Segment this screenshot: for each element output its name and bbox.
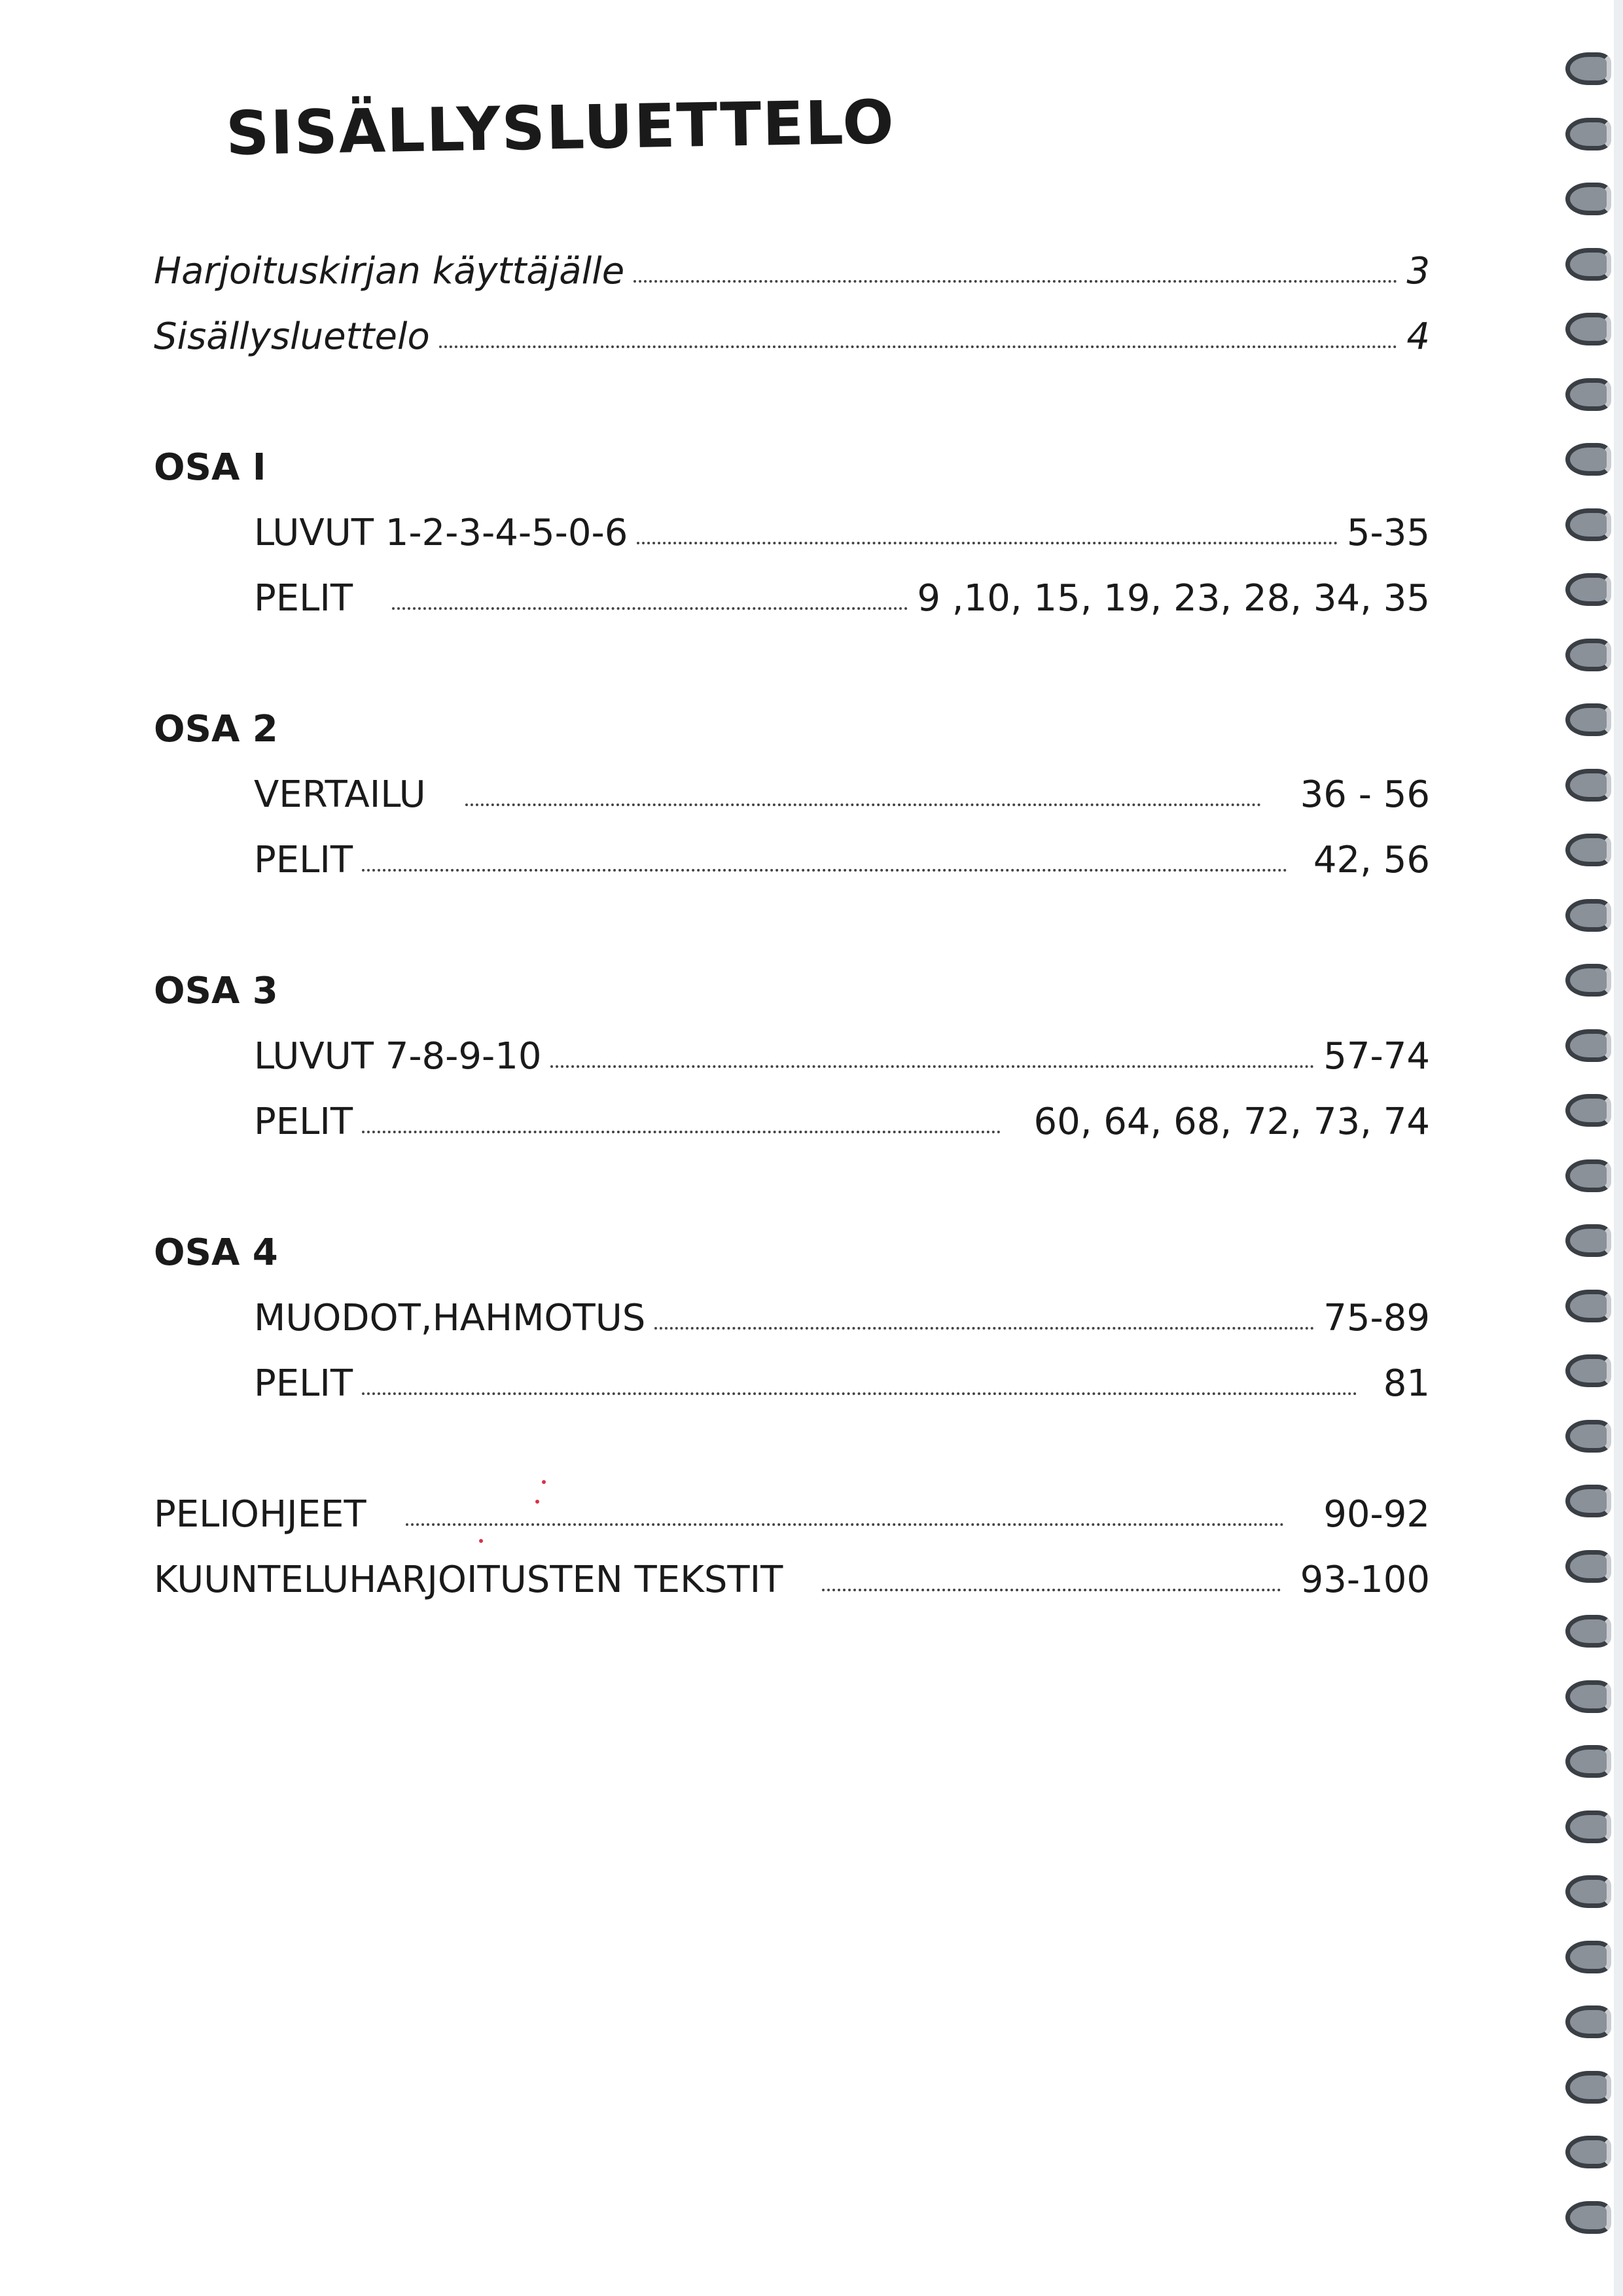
toc-entry-label: Sisällysluettelo bbox=[154, 315, 430, 358]
toc-entry-label: PELIT bbox=[254, 839, 353, 881]
dot-leader bbox=[439, 345, 1398, 348]
binding-ring bbox=[1565, 1745, 1611, 1778]
dot-leader bbox=[637, 542, 1338, 544]
binding-ring bbox=[1565, 1550, 1611, 1583]
binding-ring bbox=[1565, 1941, 1611, 1973]
page-title: SISÄLLYSLUETTELO bbox=[225, 87, 896, 169]
binding-ring bbox=[1565, 52, 1611, 85]
section-heading-3: OSA 3 bbox=[154, 970, 278, 1012]
binding-ring bbox=[1565, 834, 1611, 866]
binding-ring bbox=[1565, 899, 1611, 932]
scan-speck bbox=[479, 1539, 483, 1543]
binding-ring bbox=[1565, 1354, 1611, 1387]
dot-leader bbox=[633, 280, 1397, 283]
binding-ring bbox=[1565, 2071, 1611, 2104]
toc-entry bbox=[254, 1361, 1430, 1407]
toc-entry-label: VERTAILU bbox=[254, 773, 426, 816]
spiral-binding bbox=[1551, 0, 1623, 2296]
toc-entry-label: PELIT bbox=[254, 1362, 353, 1405]
binding-ring bbox=[1565, 1680, 1611, 1713]
toc-entry-page: 9 ,10, 15, 19, 23, 28, 34, 35 bbox=[917, 577, 1430, 620]
binding-ring bbox=[1565, 1875, 1611, 1908]
binding-ring bbox=[1565, 1290, 1611, 1322]
binding-ring bbox=[1565, 573, 1611, 606]
toc-entry-page: 57-74 bbox=[1323, 1035, 1430, 1078]
dot-leader bbox=[362, 1131, 1001, 1133]
toc-entry-page: 90-92 bbox=[1323, 1493, 1430, 1536]
scan-speck bbox=[542, 1480, 546, 1484]
binding-ring bbox=[1565, 2005, 1611, 2038]
dot-leader bbox=[362, 1392, 1357, 1395]
binding-ring bbox=[1565, 118, 1611, 150]
binding-ring bbox=[1565, 1094, 1611, 1127]
binding-ring bbox=[1565, 769, 1611, 802]
dot-leader bbox=[654, 1327, 1314, 1330]
toc-entry-intro-2 bbox=[154, 314, 1430, 360]
binding-ring bbox=[1565, 248, 1611, 281]
toc-entry-label: PELIT bbox=[254, 577, 353, 620]
binding-ring bbox=[1565, 703, 1611, 736]
toc-entry-label: LUVUT 7-8-9-10 bbox=[254, 1035, 542, 1078]
section-heading-2: OSA 2 bbox=[154, 708, 278, 751]
binding-ring bbox=[1565, 378, 1611, 411]
toc-entry-intro-1 bbox=[154, 249, 1430, 294]
binding-edge bbox=[1614, 0, 1623, 2296]
binding-ring bbox=[1565, 1224, 1611, 1257]
binding-ring bbox=[1565, 1810, 1611, 1843]
binding-ring bbox=[1565, 1029, 1611, 1062]
binding-ring bbox=[1565, 964, 1611, 997]
toc-entry-page: 81 bbox=[1383, 1362, 1430, 1405]
scan-speck bbox=[535, 1500, 539, 1504]
binding-ring bbox=[1565, 313, 1611, 345]
binding-ring bbox=[1565, 443, 1611, 476]
binding-ring bbox=[1565, 508, 1611, 541]
toc-entry bbox=[254, 510, 1430, 556]
toc-entry-page: 75-89 bbox=[1323, 1297, 1430, 1339]
toc-entry-page: 36 - 56 bbox=[1300, 773, 1430, 816]
toc-entry-appendix-1 bbox=[154, 1492, 1430, 1538]
toc-entry bbox=[254, 1034, 1430, 1080]
dot-leader bbox=[406, 1523, 1285, 1526]
toc-entry-label: LUVUT 1-2-3-4-5-0-6 bbox=[254, 512, 628, 554]
toc-entry bbox=[254, 838, 1430, 883]
binding-ring bbox=[1565, 1485, 1611, 1517]
toc-entry-page: 4 bbox=[1406, 315, 1430, 358]
toc-entry-page: 5-35 bbox=[1346, 512, 1430, 554]
dot-leader bbox=[465, 804, 1261, 806]
toc-entry-page: 60, 64, 68, 72, 73, 74 bbox=[1033, 1101, 1430, 1143]
binding-ring bbox=[1565, 183, 1611, 215]
toc-entry bbox=[254, 1099, 1430, 1145]
toc-entry bbox=[254, 1296, 1430, 1341]
toc-entry-page: 3 bbox=[1406, 250, 1430, 292]
toc-entry-label: KUUNTELUHARJOITUSTEN TEKSTIT bbox=[154, 1559, 783, 1601]
toc-entry bbox=[254, 576, 1430, 622]
binding-ring bbox=[1565, 1159, 1611, 1192]
toc-entry-appendix-2 bbox=[154, 1557, 1430, 1603]
binding-ring bbox=[1565, 1615, 1611, 1648]
toc-entry-label: PELIT bbox=[254, 1101, 353, 1143]
toc-entry-label: Harjoituskirjan käyttäjälle bbox=[154, 250, 625, 292]
toc-entry bbox=[254, 772, 1430, 818]
binding-ring bbox=[1565, 2136, 1611, 2168]
toc-entry-label: MUODOT,HAHMOTUS bbox=[254, 1297, 646, 1339]
section-heading-4: OSA 4 bbox=[154, 1231, 278, 1274]
section-heading-1: OSA I bbox=[154, 446, 266, 489]
dot-leader bbox=[362, 869, 1287, 872]
toc-entry-label: PELIOHJEET bbox=[154, 1493, 366, 1536]
binding-ring bbox=[1565, 639, 1611, 671]
binding-ring bbox=[1565, 2201, 1611, 2234]
dot-leader bbox=[550, 1065, 1314, 1068]
toc-entry-page: 42, 56 bbox=[1313, 839, 1430, 881]
toc-entry-page: 93-100 bbox=[1300, 1559, 1430, 1601]
dot-leader bbox=[392, 607, 908, 610]
binding-ring bbox=[1565, 1420, 1611, 1453]
dot-leader bbox=[822, 1589, 1280, 1591]
